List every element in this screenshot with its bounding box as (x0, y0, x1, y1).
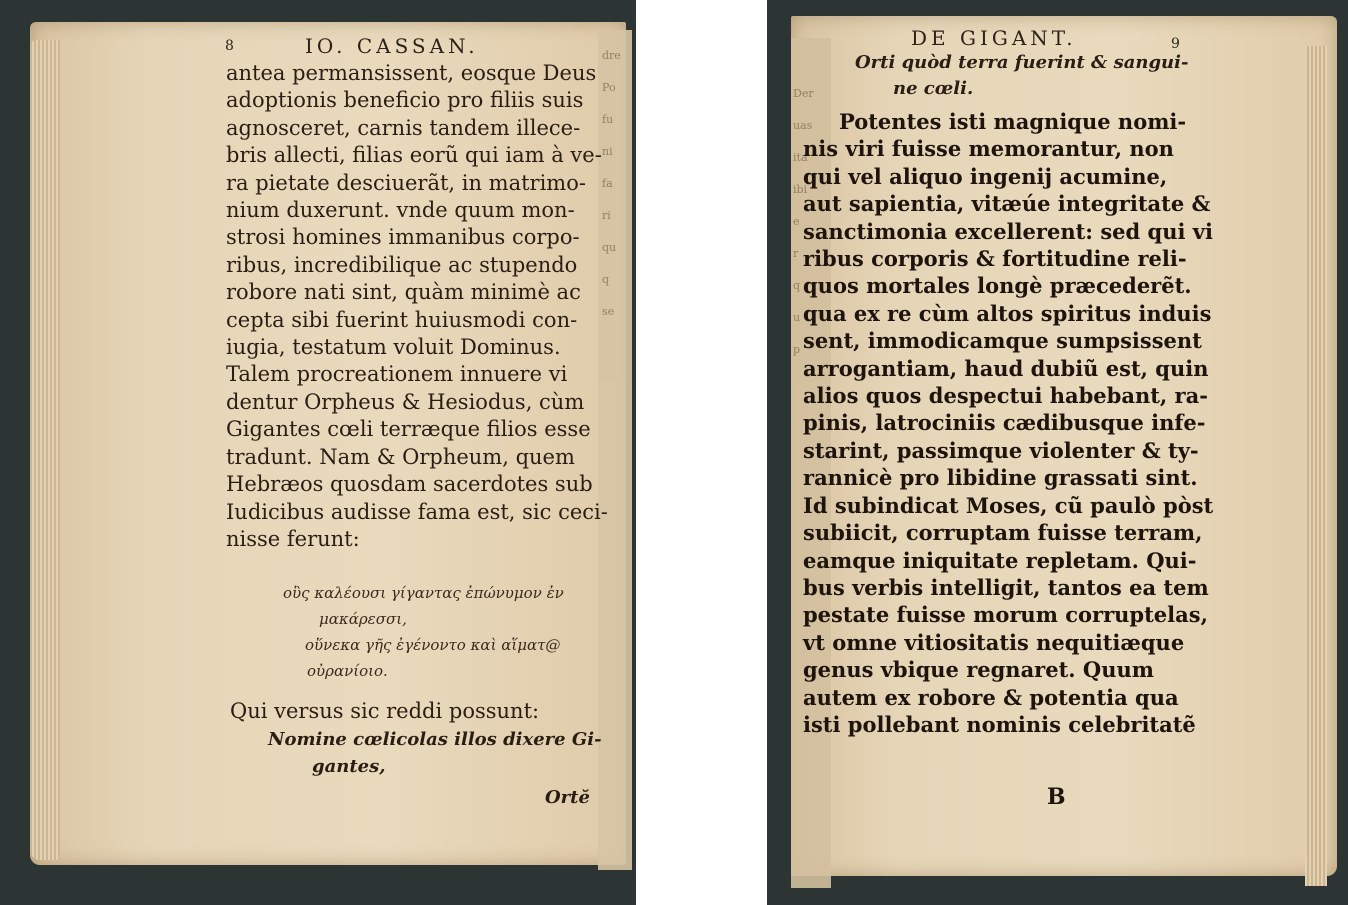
text-line: Talem procreationem innuere vi (226, 362, 568, 387)
text-line: agnosceret, carnis tandem illece- (226, 115, 581, 140)
text-line: bus verbis intelligit, tantos ea tem (803, 574, 1209, 600)
text-line: nisse ferunt: (226, 526, 360, 551)
text-line: rannicè pro libidine grassati sint. (803, 465, 1198, 491)
page-number: 9 (1171, 36, 1180, 52)
running-head: DE GIGANT. (911, 26, 1077, 50)
running-head: IO. CASSAN. (305, 34, 479, 58)
italic-line: Orti quòd terra fuerint & sangui- (855, 52, 1189, 73)
section-heading (855, 50, 1188, 102)
italic-line: Nomine cœlicolas illos dixere Gi- (268, 729, 602, 750)
text-line: alios quos despectui habebant, ra- (803, 383, 1208, 409)
text-line: iugia, testatum voluit Dominus. (226, 335, 561, 360)
text-line: ribus, incredibilique ac stupendo (226, 252, 578, 277)
greek-line: μακάρεσσι, (319, 610, 407, 628)
latin-verse (268, 726, 602, 781)
text-line: antea permansissent, eosque Deus (226, 61, 597, 85)
text-line: Potentes isti magnique nomi- (839, 109, 1187, 134)
text-line: Id subindicat Moses, cũ paulò pòst (803, 492, 1214, 518)
text-line: nis viri fuisse memorantur, non (803, 136, 1174, 162)
italic-line: ne cœli. (893, 78, 974, 99)
page-number: 8 (225, 38, 234, 54)
signature-mark: B (1047, 784, 1066, 810)
text-line: aut sapientia, vitæúe integritate & (803, 191, 1211, 217)
text-line: ribus corporis & fortitudine reli- (803, 246, 1187, 272)
gutter (636, 0, 767, 905)
text-line: isti pollebant nominis celebritatẽ (803, 711, 1196, 737)
adjacent-page-ghost: dre Po fu ni fa ri qu q se (598, 30, 632, 870)
body-text (803, 108, 1213, 738)
text-line: subiicit, corruptam fuisse terram, (803, 520, 1203, 546)
text-line: Gigantes cœli terræque filios esse (226, 417, 591, 442)
body-text (226, 60, 608, 553)
text-line: qui vel aliquo ingenij acumine, (803, 163, 1168, 189)
text-line: eamque iniquitate repletam. Qui- (803, 547, 1197, 573)
text-line: qua ex re cùm altos spiritus induis (803, 300, 1212, 326)
left-page-scan (0, 0, 636, 905)
text-line: robore nati sint, quàm minimè ac (226, 280, 581, 305)
text-line: quos mortales longè præcederẽt. (803, 273, 1192, 299)
text-line: bris allecti, filias eorũ qui iam à ve- (226, 143, 602, 168)
text-line: pinis, latrociniis cædibusque infe- (803, 410, 1206, 436)
left-page (30, 22, 626, 865)
greek-line: οὕνεκα γῆς ἐγένοντο καὶ αἵματ@ (305, 636, 561, 654)
text-line: vt omne vitiositatis nequitiæque (803, 629, 1185, 655)
catchword: Ortĕ (545, 787, 590, 808)
text-line: starint, passimque violenter & ty- (803, 437, 1199, 463)
text-line: sent, immodicamque sumpsissent (803, 328, 1202, 354)
greek-line: οὐρανίοιο. (307, 662, 388, 680)
text-line: nium duxerunt. vnde quum mon- (226, 198, 575, 223)
greek-verse (283, 580, 564, 684)
text-line: ra pietate desciuerãt, in matrimo- (226, 170, 586, 195)
text-line: genus vbique regnaret. Quum (803, 657, 1154, 683)
text-line: dentur Orpheus & Hesiodus, cùm (226, 389, 585, 414)
right-page-scan (767, 0, 1348, 905)
adjacent-page-ghost: Der uas ita ibi e r q u p (791, 38, 831, 888)
text-line: Qui versus sic reddi possunt: (230, 699, 540, 723)
text-line: sanctimonia excellerent: sed qui vi (803, 218, 1213, 244)
greek-line: οὓς καλέουσι γίγαντας ἐπώνυμον ἐν (283, 584, 564, 602)
italic-line: gantes, (312, 756, 386, 778)
text-line: strosi homines immanibus corpo- (226, 225, 580, 250)
right-page (791, 16, 1337, 876)
text-line: tradunt. Nam & Orpheum, quem (226, 444, 575, 469)
text-line: Iudicibus audisse fama est, sic ceci- (226, 499, 608, 524)
verse-intro (230, 698, 539, 725)
text-line: arrogantiam, haud dubiũ est, quin (803, 355, 1209, 381)
text-line: adoptionis beneficio pro filiis suis (226, 88, 584, 113)
text-line: Hebræos quosdam sacerdotes sub (226, 472, 593, 497)
text-line: cepta sibi fuerint huiusmodi con- (226, 307, 578, 332)
left-page-edges (30, 40, 60, 860)
right-page-edges (1305, 46, 1327, 886)
text-line: autem ex robore & potentia qua (803, 684, 1179, 710)
text-line: pestate fuisse morum corruptelas, (803, 602, 1208, 628)
